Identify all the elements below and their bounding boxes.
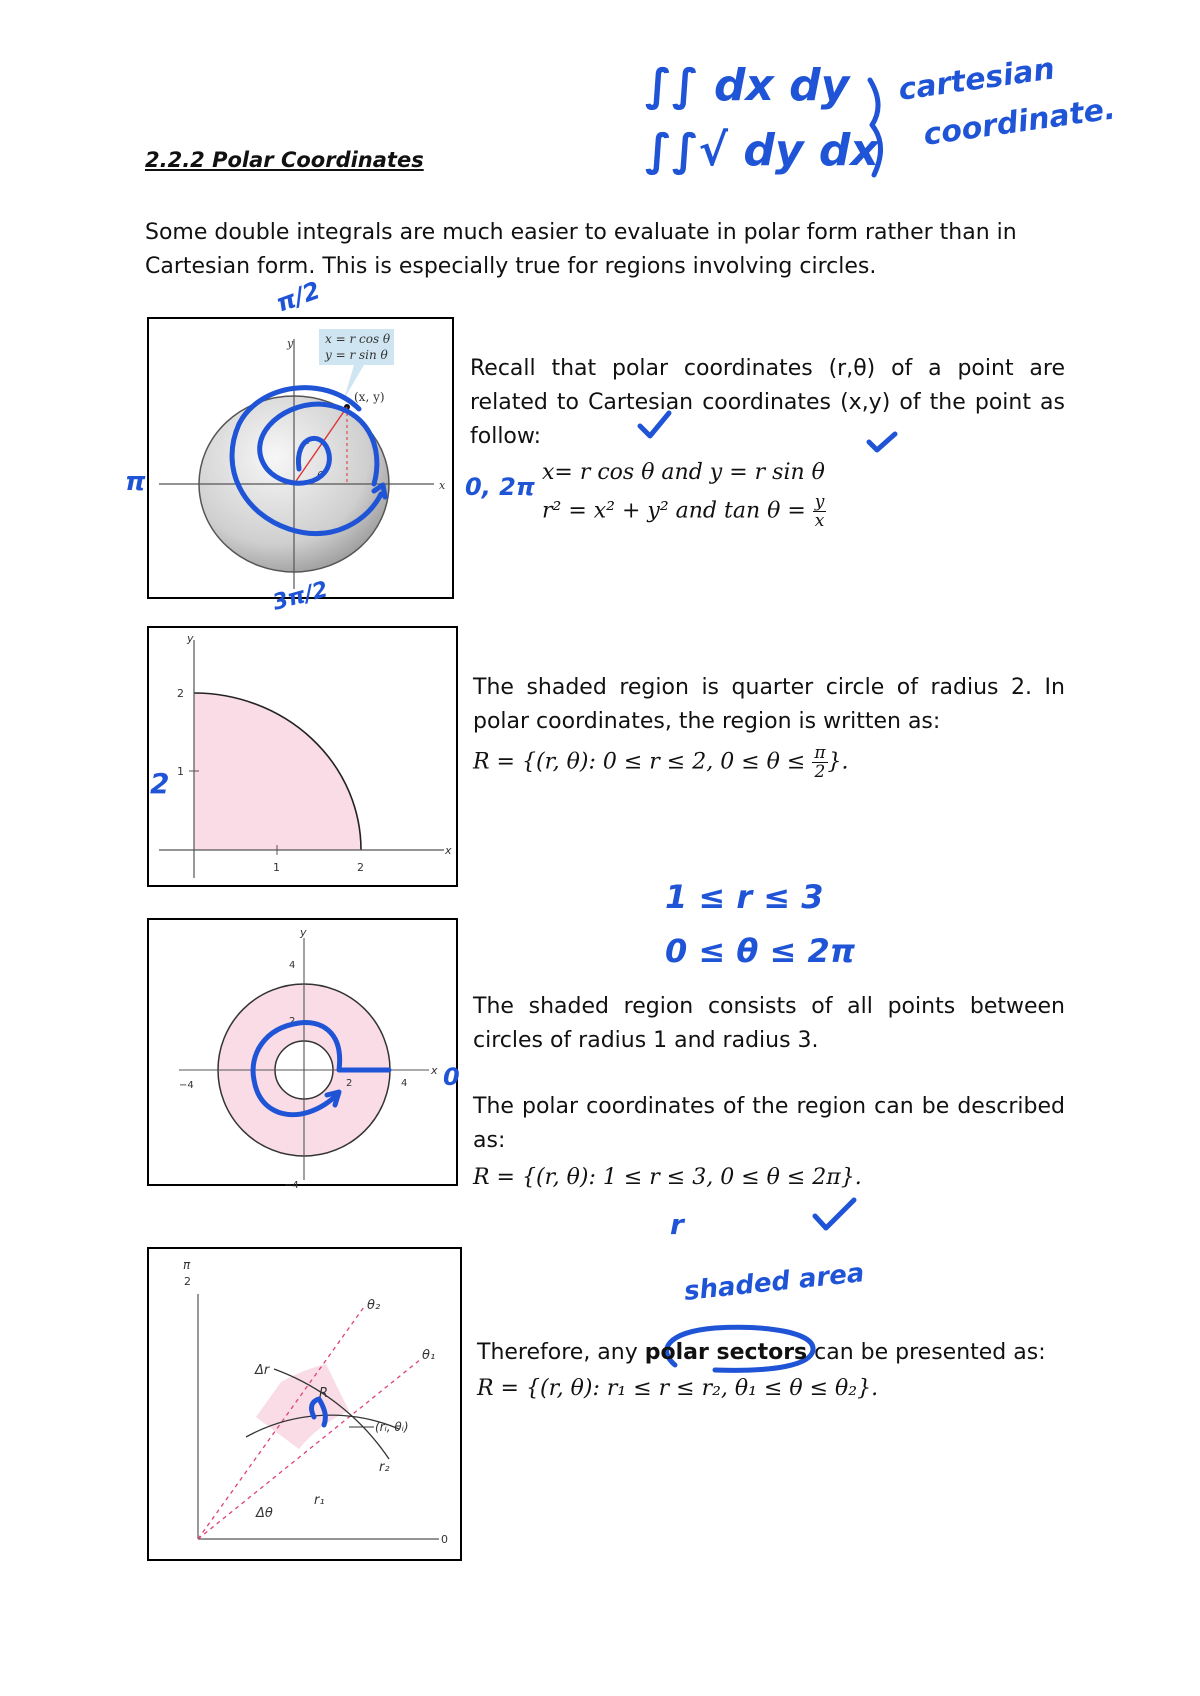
tick-x-1: 1 (273, 861, 280, 874)
ink-pi (110, 455, 210, 505)
handwritten-coordinate: coordinate. (921, 91, 1118, 153)
svg-text:r: r (670, 1208, 684, 1241)
svg-text:π: π (125, 467, 146, 497)
ink-shaded-area (680, 1258, 866, 1315)
annulus-polar-text: The polar coordinates of the region can be described as: (473, 1094, 1065, 1153)
svg-text:shaded area: shaded area (682, 1258, 866, 1307)
ink-zero-two-pi (460, 460, 550, 510)
ink-range-theta: 0 ≤ θ ≤ 2π (665, 932, 856, 970)
tick-y-4: 4 (289, 960, 296, 971)
r2-label: r₂ (379, 1460, 390, 1475)
x-axis-label: x (445, 844, 452, 857)
tick-y-neg: −4 (284, 1180, 299, 1191)
quarter-circle-eq: R = {(r, θ): 0 ≤ r ≤ 2, 0 ≤ θ ≤ $\frac{\pi}{2}$ }. (473, 743, 849, 782)
quarter-circle-text: The shaded region is quarter circle of radius 2. In polar coordinates, the region is written as: (473, 675, 1065, 734)
polar-conversion-eq1: x= r cos θ and y = r sin θ (542, 460, 825, 485)
ink-zero (440, 1055, 490, 1095)
y-axis-label: y (187, 632, 194, 645)
tick-y-2: 2 (177, 687, 184, 700)
region-label: R (319, 1386, 329, 1401)
theta2-label: θ₂ (367, 1298, 381, 1313)
quarter-disk (194, 693, 361, 850)
ink-check-3 (810, 1192, 860, 1238)
svg-text:2: 2 (150, 767, 170, 800)
annulus-text: The shaded region consists of all points between circles of radius 1 and radius 3. (473, 994, 1065, 1053)
figure-annulus (147, 918, 458, 1191)
tick-y-2: 2 (289, 1016, 296, 1027)
svg-text:0, 2π: 0, 2π (465, 473, 535, 501)
handwritten-integral-dxdy: ∫∫ dx dy (645, 60, 850, 111)
annulus-eq: R = {(r, θ): 1 ≤ r ≤ 3, 0 ≤ θ ≤ 2π}. (473, 1165, 862, 1190)
point-ri-label: (rᵢ, θᵢ) (375, 1420, 409, 1434)
x-axis-label: x (439, 479, 446, 492)
tick-x-2: 2 (357, 861, 364, 874)
ink-three-half-pi (270, 570, 370, 620)
polar-sector-eq: R = {(r, θ): r₁ ≤ r ≤ r₂, θ₁ ≤ θ ≤ θ₂}. (477, 1376, 879, 1401)
figure-polar-sector (147, 1247, 462, 1561)
pi-half-den: 2 (184, 1275, 191, 1288)
x-axis-label: x (431, 1064, 438, 1077)
tick-x-4: 4 (401, 1078, 408, 1089)
ink-check-r (665, 1198, 715, 1244)
ink-two (145, 755, 185, 805)
theta1-label: θ₁ (422, 1348, 436, 1363)
tick-x-neg: −4 (179, 1080, 194, 1091)
polar-recall-text: Recall that polar coordinates (r,θ) of a point are related to Cartesian coordinates (x,y) of the point as follow: (470, 356, 1065, 449)
theta-label: θ (317, 469, 324, 482)
tick-x-2: 2 (346, 1078, 353, 1089)
svg-text:π/2: π/2 (272, 276, 324, 318)
equation-box-line1: x = r cos θ (325, 332, 391, 346)
ink-ranges (660, 870, 860, 980)
polar-sector-text: Therefore, any polar sectors can be presented as: (477, 1340, 1046, 1365)
r-label: r (307, 434, 312, 447)
intro-paragraph: Some double integrals are much easier to evaluate in polar form rather than in Cartesian form. This is especially true for regions involving circles. (145, 220, 1017, 279)
handwritten-cartesian: cartesian (896, 51, 1057, 108)
ink-check-1 (635, 408, 675, 442)
svg-text:0: 0 (443, 1063, 460, 1091)
delta-theta-label: Δθ (256, 1506, 273, 1521)
point-label: (x, y) (354, 390, 385, 404)
pi-half-num: π (183, 1258, 191, 1272)
tick-y-1: 1 (177, 765, 184, 778)
sector-region (256, 1364, 349, 1449)
y-axis-label: y (300, 926, 307, 939)
figure-quarter-circle (147, 626, 458, 887)
ink-range-r: 1 ≤ r ≤ 3 (665, 878, 824, 916)
polar-sectors-term: polar sectors (644, 1340, 808, 1365)
svg-text:3π/2: 3π/2 (270, 577, 331, 616)
handwritten-integral-dydx: ∫∫√ dy dx (645, 125, 879, 176)
equation-box-line2: y = r sin θ (325, 348, 388, 362)
ink-check-2 (865, 428, 901, 458)
delta-r-label: Δr (255, 1363, 270, 1378)
ink-half-pi (272, 272, 395, 332)
y-axis-label: y (287, 337, 294, 350)
section-title: 2.2.2 Polar Coordinates (145, 148, 424, 172)
polar-conversion-eq2: r² = x² + y² and tan θ = $\frac{y}{x}$ (542, 492, 825, 531)
r1-label: r₁ (314, 1493, 325, 1508)
zero-label: 0 (441, 1533, 448, 1546)
header-annotations (640, 45, 1118, 205)
